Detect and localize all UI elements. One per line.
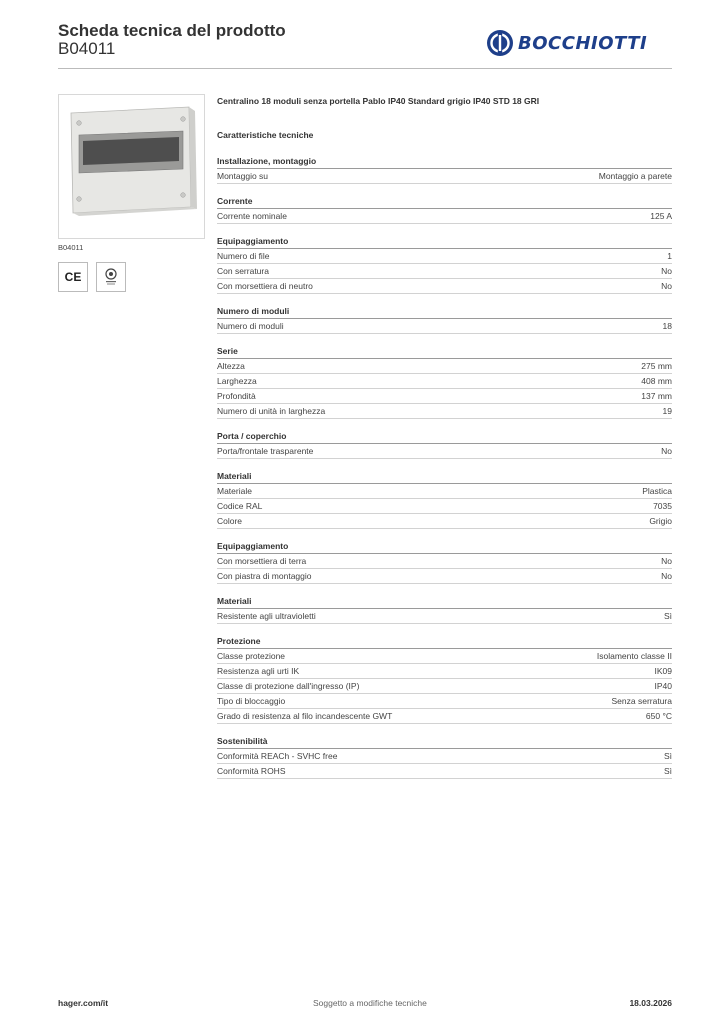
spec-row [217, 359, 672, 374]
spec-row [217, 764, 672, 779]
spec-group-title: Materiali [217, 594, 672, 609]
spec-group-title: Equipaggiamento [217, 539, 672, 554]
spec-row [217, 609, 672, 624]
spec-value: Sì [663, 766, 672, 776]
spec-label: Conformità REACh - SVHC free [217, 751, 338, 761]
spec-row [217, 374, 672, 389]
spec-row [217, 209, 672, 224]
spec-value: Sì [663, 751, 672, 761]
spec-group [217, 634, 672, 724]
spec-row [217, 389, 672, 404]
spec-row [217, 749, 672, 764]
spec-label: Grado di resistenza al filo incandescente GWT [217, 711, 393, 721]
brand-name: BOCCHIOTTI [518, 32, 648, 54]
spec-value: Sì [663, 611, 672, 621]
spec-label: Conformità ROHS [217, 766, 286, 776]
header-divider [58, 68, 672, 69]
spec-group-title: Equipaggiamento [217, 234, 672, 249]
spec-value: No [661, 556, 672, 566]
spec-group [217, 429, 672, 459]
footer-note: Soggetto a modifiche tecniche [313, 998, 427, 1008]
spec-row [217, 554, 672, 569]
spec-group [217, 344, 672, 419]
spec-group-title: Corrente [217, 194, 672, 209]
spec-value: 1 [667, 251, 672, 261]
product-code: B04011 [58, 39, 116, 58]
product-title: Centralino 18 moduli senza portella Pablo IP40 Standard grigio IP40 STD 18 GRI [217, 96, 540, 106]
spec-value: IK09 [654, 666, 672, 676]
spec-value: 650 °C [645, 711, 672, 721]
spec-group-title: Installazione, montaggio [217, 154, 672, 169]
spec-label: Con morsettiera di neutro [217, 281, 313, 291]
certification-mark-icon [96, 262, 126, 292]
enclosure-product-photo [59, 95, 204, 238]
spec-label: Profondità [217, 391, 256, 401]
spec-label: Montaggio su [217, 171, 269, 181]
spec-row [217, 709, 672, 724]
spec-group-title: Protezione [217, 634, 672, 649]
spec-section-title: Caratteristiche tecniche [217, 130, 314, 140]
spec-label: Corrente nominale [217, 211, 287, 221]
spec-group [217, 469, 672, 529]
spec-row [217, 404, 672, 419]
spec-label: Numero di file [217, 251, 270, 261]
spec-value: Plastica [642, 486, 672, 496]
spec-row [217, 169, 672, 184]
spec-value: 408 mm [641, 376, 672, 386]
spec-label: Materiale [217, 486, 252, 496]
spec-group-title: Numero di moduli [217, 304, 672, 319]
spec-label: Tipo di bloccaggio [217, 696, 286, 706]
spec-group [217, 594, 672, 624]
spec-group [217, 194, 672, 224]
spec-label: Larghezza [217, 376, 257, 386]
spec-group [217, 734, 672, 779]
spec-value: No [661, 571, 672, 581]
spec-value: No [661, 266, 672, 276]
spec-label: Con piastra di montaggio [217, 571, 312, 581]
image-caption-code: B04011 [58, 243, 84, 252]
spec-value: 275 mm [641, 361, 672, 371]
spec-label: Porta/frontale trasparente [217, 446, 314, 456]
spec-row [217, 484, 672, 499]
spec-label: Classe protezione [217, 651, 286, 661]
spec-label: Numero di moduli [217, 321, 284, 331]
spec-label: Numero di unità in larghezza [217, 406, 326, 416]
footer-website: hager.com/it [58, 998, 109, 1008]
spec-row [217, 264, 672, 279]
spec-group [217, 234, 672, 294]
spec-row [217, 499, 672, 514]
spec-table [217, 154, 672, 789]
spec-label: Con serratura [217, 266, 269, 276]
spec-group-title: Serie [217, 344, 672, 359]
brand-logo [486, 29, 647, 57]
spec-value: 125 A [650, 211, 672, 221]
bocchiotti-logo-icon [486, 29, 514, 57]
spec-row [217, 664, 672, 679]
spec-value: 18 [662, 321, 672, 331]
ce-mark-icon: CE [58, 262, 88, 292]
spec-row [217, 694, 672, 709]
spec-label: Classe di protezione dall'ingresso (IP) [217, 681, 360, 691]
spec-value: 7035 [653, 501, 672, 511]
spec-row [217, 569, 672, 584]
spec-group-title: Materiali [217, 469, 672, 484]
spec-label: Con morsettiera di terra [217, 556, 307, 566]
spec-row [217, 319, 672, 334]
spec-value: Montaggio a parete [598, 171, 672, 181]
spec-row [217, 249, 672, 264]
page-title: Scheda tecnica del prodotto [58, 21, 286, 40]
spec-value: No [661, 446, 672, 456]
product-image [58, 94, 205, 239]
spec-group [217, 304, 672, 334]
spec-label: Codice RAL [217, 501, 263, 511]
spec-value: Isolamento classe II [596, 651, 672, 661]
spec-group [217, 154, 672, 184]
spec-group [217, 539, 672, 584]
spec-value: Grigio [649, 516, 672, 526]
spec-value: 19 [662, 406, 672, 416]
spec-label: Resistenza agli urti IK [217, 666, 300, 676]
spec-label: Colore [217, 516, 243, 526]
spec-group-title: Sostenibilità [217, 734, 672, 749]
spec-row [217, 649, 672, 664]
spec-label: Resistente agli ultravioletti [217, 611, 316, 621]
spec-row [217, 679, 672, 694]
spec-label: Altezza [217, 361, 245, 371]
footer-date: 18.03.2026 [629, 998, 672, 1008]
spec-value: 137 mm [641, 391, 672, 401]
spec-value: Senza serratura [611, 696, 672, 706]
spec-value: No [661, 281, 672, 291]
spec-row [217, 279, 672, 294]
spec-row [217, 514, 672, 529]
spec-row [217, 444, 672, 459]
spec-value: IP40 [654, 681, 672, 691]
spec-group-title: Porta / coperchio [217, 429, 672, 444]
